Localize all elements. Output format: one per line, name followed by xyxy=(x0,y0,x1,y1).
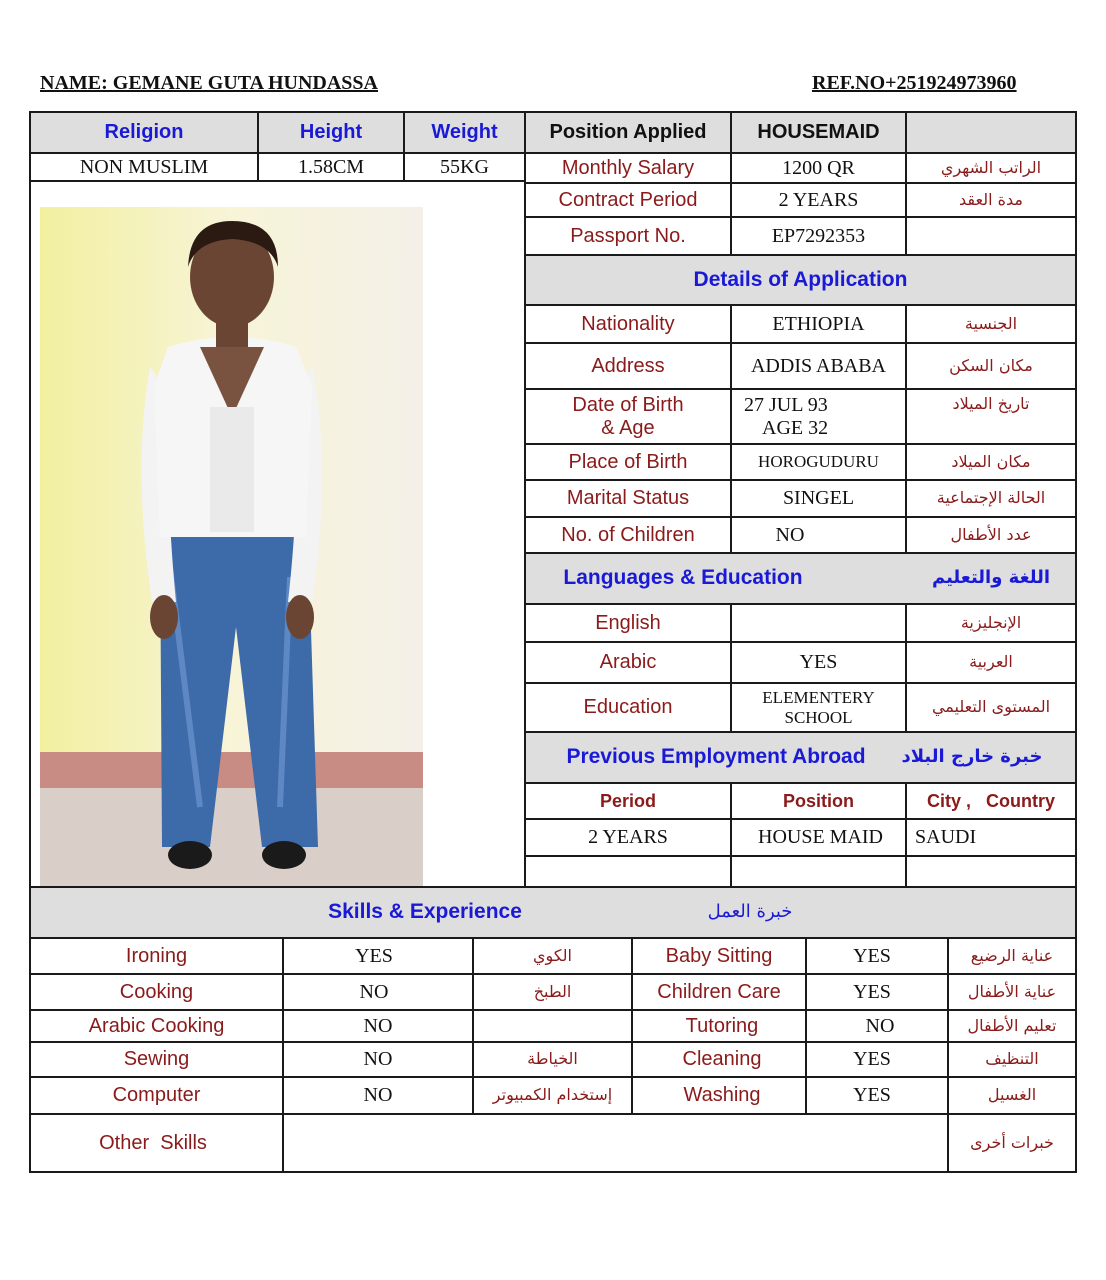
address-value: ADDIS ABABA xyxy=(750,354,887,377)
dob-label-line1: Date of Birth xyxy=(572,393,684,416)
pob-value: HOROGUDURU xyxy=(758,452,879,472)
religion-header: Religion xyxy=(104,121,184,143)
skills-section-title-arabic: خبرة العمل xyxy=(707,901,793,923)
skills-section-title: Skills & Experience xyxy=(328,900,522,924)
skill-arabic: الطبخ xyxy=(533,981,572,1001)
education-arabic: المستوى التعليمي xyxy=(931,697,1051,717)
children-arabic: عدد الأطفال xyxy=(950,524,1032,544)
skill-arabic xyxy=(474,1011,631,1041)
rule xyxy=(29,180,525,182)
marital-label: Marital Status xyxy=(566,487,690,509)
skill-arabic: تعليم الأطفال xyxy=(967,1015,1057,1035)
frame-bottom xyxy=(29,1171,1077,1173)
position-applied-label: Position Applied xyxy=(549,121,707,143)
religion-value: NON MUSLIM xyxy=(79,155,209,178)
skill-arabic: الغسيل xyxy=(987,1085,1037,1105)
arabic-label: Arabic xyxy=(599,651,657,673)
monthly-salary-arabic: الراتب الشهري xyxy=(940,157,1042,177)
english-label: English xyxy=(595,611,661,634)
person-photo-illustration xyxy=(40,207,423,886)
skill-value: YES xyxy=(853,1084,891,1106)
dob-age-label xyxy=(526,390,730,443)
skill-arabic: إستخدام الكمبيوتر xyxy=(492,1085,613,1105)
nationality-value: ETHIOPIA xyxy=(772,312,865,335)
skill-label: Arabic Cooking xyxy=(88,1014,225,1037)
nationality-arabic: الجنسية xyxy=(964,313,1018,333)
passport-label: Passport No. xyxy=(570,224,686,247)
skill-arabic: عناية الأطفال xyxy=(967,981,1057,1001)
employment-position: HOUSE MAID xyxy=(758,826,883,848)
skill-arabic: الخياطة xyxy=(527,1049,578,1069)
education-value-line2: SCHOOL xyxy=(784,707,853,727)
skill-label: Washing xyxy=(683,1084,761,1106)
english-arabic: الإنجليزية xyxy=(960,612,1022,632)
weight-value: 55KG xyxy=(440,155,489,178)
contract-period-label: Contract Period xyxy=(558,188,698,211)
english-value xyxy=(732,605,905,641)
monthly-salary-label: Monthly Salary xyxy=(561,156,695,179)
skill-value: YES xyxy=(355,944,393,967)
skill-value: NO xyxy=(363,1084,393,1106)
other-skills-arabic: خبرات أخرى xyxy=(970,1132,1054,1152)
languages-section-title: Languages & Education xyxy=(563,566,803,590)
skill-label: Sewing xyxy=(123,1048,190,1070)
height-header: Height xyxy=(299,121,363,143)
languages-section-title-arabic: اللغة والتعليم xyxy=(931,567,1051,589)
weight-header: Weight xyxy=(431,121,498,143)
contract-period-value: 2 YEARS xyxy=(778,188,859,211)
skill-label: Cleaning xyxy=(682,1048,762,1070)
contract-period-arabic: مدة العقد xyxy=(959,189,1023,209)
skill-arabic: الكوي xyxy=(533,945,572,965)
skill-arabic: التنظيف xyxy=(985,1049,1039,1069)
pob-arabic: مكان الميلاد xyxy=(951,451,1031,471)
skill-value: YES xyxy=(853,980,891,1003)
rule xyxy=(525,855,1077,857)
reference-number: REF.NO+251924973960 xyxy=(812,72,1017,94)
height-value: 1.58CM xyxy=(297,155,365,178)
passport-value: EP7292353 xyxy=(771,224,866,247)
marital-value: SINGEL xyxy=(782,487,855,509)
skill-label: Baby Sitting xyxy=(665,944,773,967)
education-value xyxy=(732,684,905,731)
children-label: No. of Children xyxy=(561,523,695,546)
address-label: Address xyxy=(591,354,665,377)
skill-label: Computer xyxy=(112,1084,201,1106)
address-arabic: مكان السكن xyxy=(949,355,1033,375)
skill-value: YES xyxy=(853,1048,891,1070)
nationality-label: Nationality xyxy=(581,312,675,335)
education-value-line1: ELEMENTERY xyxy=(762,687,875,707)
skill-value: NO xyxy=(363,1048,393,1070)
employment-section-title: Previous Employment Abroad xyxy=(566,745,866,769)
other-skills-label: Other Skills xyxy=(99,1131,207,1154)
skill-value: NO xyxy=(363,1014,393,1037)
monthly-salary-value: 1200 QR xyxy=(782,156,855,179)
employment-section-title-arabic: خبرة خارج البلاد xyxy=(901,746,1043,768)
dob-value: 27 JUL 93 xyxy=(744,393,828,416)
period-header: Period xyxy=(599,790,656,811)
other-skills-value xyxy=(284,1115,947,1171)
arabic-arabic: العربية xyxy=(969,652,1013,672)
education-label: Education xyxy=(583,696,673,718)
skill-value: YES xyxy=(853,944,891,967)
employment-period: 2 YEARS xyxy=(588,826,668,848)
pob-label: Place of Birth xyxy=(568,450,688,473)
skill-label: Ironing xyxy=(125,944,188,967)
skill-label: Children Care xyxy=(657,980,781,1003)
children-value: NO xyxy=(775,523,805,546)
skill-label: Cooking xyxy=(119,980,194,1003)
skill-arabic: عناية الرضيع xyxy=(970,945,1054,965)
candidate-photo xyxy=(40,207,423,886)
skill-value: NO xyxy=(865,1014,895,1037)
dob-arabic: تاريخ الميلاد xyxy=(952,393,1030,413)
dob-age-value xyxy=(732,390,905,443)
city-country-header: City , Country xyxy=(926,790,1055,811)
arabic-value: YES xyxy=(799,651,838,673)
candidate-name: NAME: GEMANE GUTA HUNDASSA xyxy=(40,72,378,94)
marital-arabic: الحالة الإجتماعية xyxy=(936,488,1046,508)
age-value: AGE 32 xyxy=(762,416,829,439)
employment-country: SAUDI xyxy=(915,826,977,848)
dob-label-line2: & Age xyxy=(601,416,655,439)
position-header: Position xyxy=(783,790,854,811)
skill-label: Tutoring xyxy=(685,1014,759,1037)
skill-value: NO xyxy=(359,980,389,1003)
position-applied-value: HOUSEMAID xyxy=(757,121,880,143)
application-section-title: Details of Application xyxy=(693,267,908,291)
